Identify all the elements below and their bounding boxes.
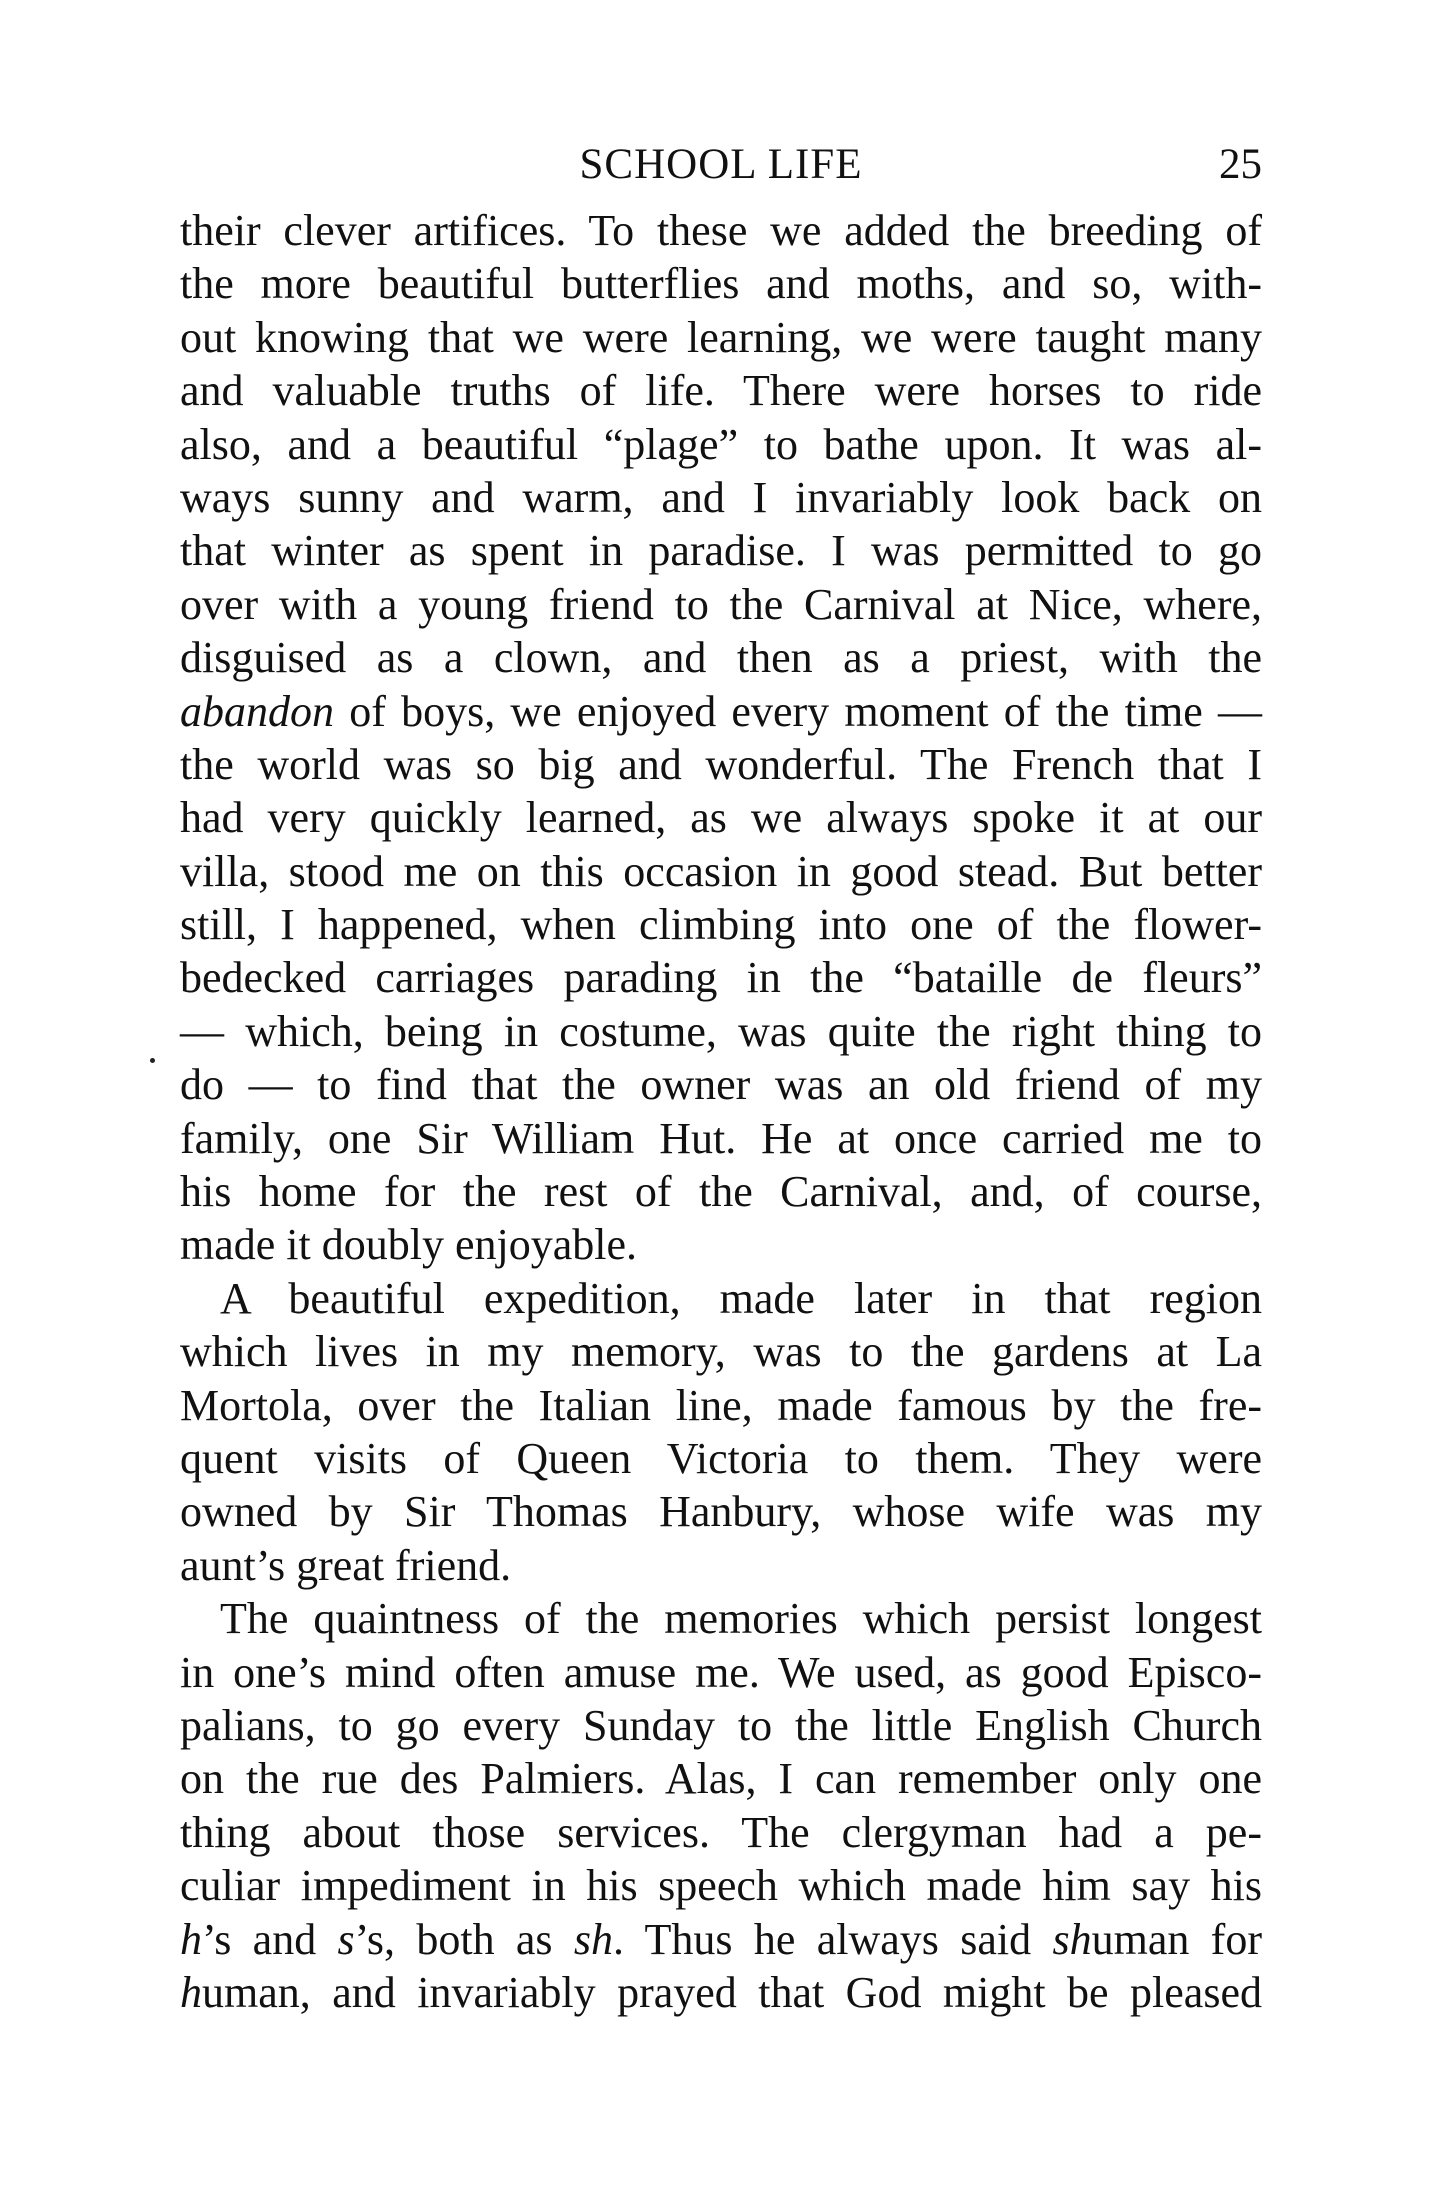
- text-line: [180, 1539, 1262, 1592]
- text-segment: palians, to go every Sunday to the little English Church: [180, 1700, 1262, 1750]
- page-header: [180, 120, 1262, 204]
- text-segment: family, one Sir William Hut. He at once carried me to: [180, 1113, 1262, 1163]
- italic-text: sh: [1052, 1914, 1092, 1964]
- italic-text: h: [180, 1914, 202, 1964]
- text-line: [180, 257, 1262, 310]
- text-segment: of boys, we enjoyed every moment of the time —: [334, 686, 1262, 736]
- text-segment: ’s, both as: [354, 1914, 574, 1964]
- text-line: [180, 1005, 1262, 1058]
- italic-text: s: [337, 1914, 355, 1964]
- text-segment: out knowing that we were learning, we were taught many: [180, 312, 1262, 362]
- text-line: [180, 1752, 1262, 1805]
- page-number: 25: [1219, 141, 1262, 188]
- text-line: [180, 1165, 1262, 1218]
- text-segment: bedecked carriages parading in the “bataille de fleurs”: [180, 953, 1262, 1003]
- text-line: [180, 418, 1262, 471]
- text-segment: their clever artifices. To these we added the breeding of: [180, 206, 1262, 255]
- text-line: [180, 578, 1262, 631]
- body-text: [180, 204, 1262, 2019]
- text-segment: still, I happened, when climbing into one of the flower-: [180, 900, 1262, 950]
- text-line: [180, 1379, 1262, 1432]
- text-segment: and valuable truths of life. There were horses to ride: [180, 366, 1262, 416]
- text-segment: on the rue des Palmiers. Alas, I can remember only one: [180, 1754, 1262, 1804]
- text-line: [180, 898, 1262, 951]
- text-segment: which lives in my memory, was to the gardens at La: [180, 1327, 1262, 1377]
- text-line: [180, 1699, 1262, 1752]
- text-segment: uman for: [1091, 1914, 1262, 1964]
- text-segment: the more beautiful butterflies and moths, and so, with-: [180, 259, 1262, 309]
- text-line: [180, 1592, 1262, 1645]
- text-line: [180, 738, 1262, 791]
- italic-text: h: [180, 1967, 202, 2017]
- text-segment: also, and a beautiful “plage” to bathe upon. It was al-: [180, 419, 1262, 469]
- stray-mark: [150, 1058, 155, 1063]
- text-segment: ’s and: [202, 1914, 338, 1964]
- text-line: [180, 364, 1262, 417]
- text-line: [180, 631, 1262, 684]
- text-line: [180, 1112, 1262, 1165]
- text-segment: A beautiful expedition, made later in that region: [220, 1273, 1262, 1323]
- text-line: [180, 791, 1262, 844]
- text-segment: had very quickly learned, as we always spoke it at our: [180, 793, 1262, 843]
- text-segment: disguised as a clown, and then as a priest, with the: [180, 633, 1262, 683]
- text-segment: aunt’s great friend.: [180, 1540, 512, 1590]
- text-line: [180, 1913, 1262, 1966]
- text-segment: in one’s mind often amuse me. We used, as good Episco-: [180, 1647, 1262, 1697]
- text-segment: do — to find that the owner was an old friend of my: [180, 1060, 1262, 1110]
- text-line: [180, 1966, 1262, 2019]
- book-page: [180, 120, 1262, 2080]
- text-line: [180, 1272, 1262, 1325]
- text-line: [180, 845, 1262, 898]
- text-line: [180, 1646, 1262, 1699]
- text-segment: that winter as spent in paradise. I was permitted to go: [180, 526, 1262, 576]
- text-line: [180, 1432, 1262, 1485]
- text-segment: villa, stood me on this occasion in good stead. But better: [180, 846, 1262, 896]
- text-segment: — which, being in costume, was quite the right thing to: [180, 1006, 1262, 1056]
- text-line: [180, 311, 1262, 364]
- text-line: [180, 1218, 1262, 1271]
- text-line: [180, 471, 1262, 524]
- text-segment: . Thus he always said: [613, 1914, 1053, 1964]
- text-segment: made it doubly enjoyable.: [180, 1220, 637, 1270]
- text-line: [180, 204, 1262, 257]
- text-line: [180, 951, 1262, 1004]
- text-line: [180, 1485, 1262, 1538]
- text-segment: the world was so big and wonderful. The French that I: [180, 739, 1262, 789]
- text-line: [180, 1859, 1262, 1912]
- text-segment: The quaintness of the memories which persist longest: [220, 1594, 1262, 1644]
- running-title: SCHOOL LIFE: [579, 141, 863, 188]
- text-segment: his home for the rest of the Carnival, and, of course,: [180, 1167, 1262, 1217]
- text-segment: thing about those services. The clergyman had a pe-: [180, 1807, 1262, 1857]
- text-segment: Mortola, over the Italian line, made famous by the fre-: [180, 1380, 1262, 1430]
- italic-text: sh: [573, 1914, 614, 1964]
- text-line: [180, 1806, 1262, 1859]
- text-segment: owned by Sir Thomas Hanbury, whose wife was my: [180, 1487, 1262, 1537]
- text-line: [180, 1325, 1262, 1378]
- text-line: [180, 1058, 1262, 1111]
- text-line: [180, 685, 1262, 738]
- text-line: [180, 524, 1262, 577]
- text-segment: uman, and invariably prayed that God might be pleased: [202, 1967, 1262, 2017]
- text-segment: quent visits of Queen Victoria to them. They were: [180, 1433, 1262, 1483]
- text-segment: over with a young friend to the Carnival at Nice, where,: [180, 579, 1262, 629]
- text-segment: ways sunny and warm, and I invariably look back on: [180, 472, 1262, 522]
- italic-text: abandon: [180, 686, 334, 736]
- text-segment: culiar impediment in his speech which made him say his: [180, 1861, 1262, 1911]
